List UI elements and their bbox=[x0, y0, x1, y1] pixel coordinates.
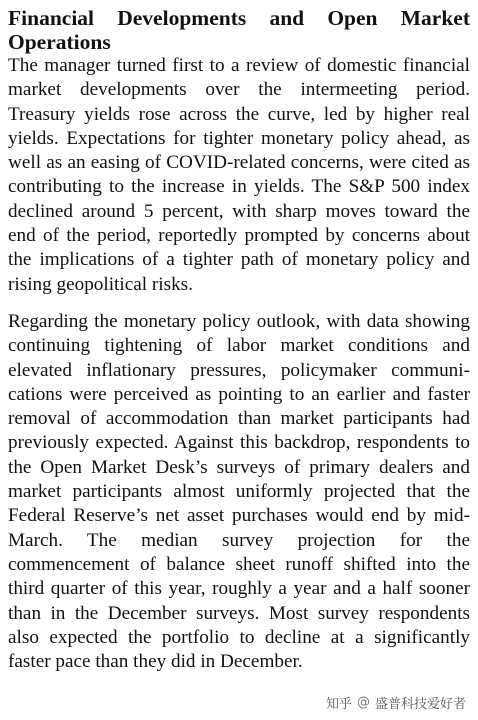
paragraph-market-review: The manager turned first to a review of domestic financial market developments over the intermeeting period. Treasury yields rose across the curve, led by higher real yields. Expectations for tighter monetary policy ahead, as well as an easing of COVID-related concerns, were cited as contributing to the increase in yields. The S&P 500 index declined around 5 percent, with sharp moves toward the end of the period, reportedly prompted by concerns about the implications of a tighter path of monetary policy and rising geopolitical risks. bbox=[8, 55, 470, 295]
document-page bbox=[8, 6, 470, 674]
watermark-site: 知乎 bbox=[325, 697, 352, 712]
watermark-author: 盛普科技爱好者 bbox=[374, 697, 466, 712]
section-heading: Financial Developments and Open Market Operations bbox=[8, 6, 470, 54]
watermark bbox=[324, 693, 468, 712]
paragraph-policy-outlook: Regarding the monetary policy outlook, with data showing continuing tightening of labor market conditions and elevated inflationary pressures, policymaker communications were perceived as pointing to an earlier and faster removal of accommodation than market participants had previously expected. Against this backdrop, respondents to the Open Market Desk’s surveys of primary dealers and market participants almost uniformly projected that the Federal Reserve’s net asset purchases would end by mid-March. The median survey projection for the commencement of balance sheet runoff shifted into the third quarter of this year, roughly a year and a half sooner than in the December surveys. Most survey respondents also expected the portfolio to decline at a significantly faster pace than they did in December. bbox=[8, 310, 470, 673]
watermark-separator: @ bbox=[356, 695, 370, 710]
